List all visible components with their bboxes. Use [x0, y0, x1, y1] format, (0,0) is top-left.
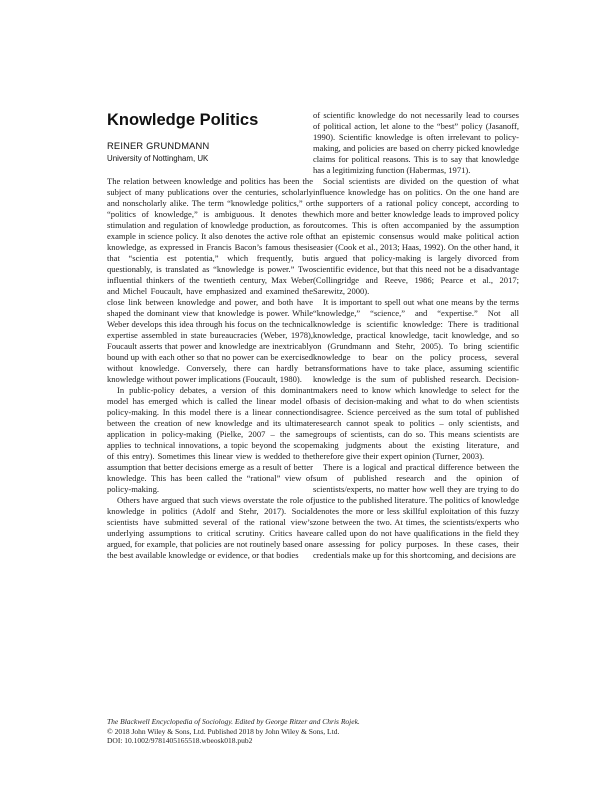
author-affiliation: University of Nottingham, UK	[107, 154, 209, 163]
article-title: Knowledge Politics	[107, 111, 259, 129]
author-name: REINER GRUNDMANN	[107, 141, 210, 151]
paragraph: of scientific knowledge do not necessarily lead to courses of political action, let alone to the “best” policy (Jasanoff, 1990). Scientific knowledge is often irrelevant to policy-making, and policies are based on cherry picked knowledge claims for political reasons. This is to say that knowledge has a legitimizing function (Habermas, 1971).	[313, 110, 519, 175]
paragraph: The relation between knowledge and politics has been the subject of many publications over the centuries, scholarly and nonscholarly alike. The term “knowledge politics,” or “politics of knowledge,” is ambiguous. It denotes the stimulation and regulation of knowledge production, as for example in science policy. It also denotes the active role of knowledge, as expressed in Francis Bacon’s famous thesis that “scientia est potentia,” which frequently, but questionably, is translated as “knowledge is power.” Two influential thinkers of the twentieth century, Max Weber and Michel Foucault, have emphasized and examined the close link between knowledge and power, and both have shaped the dominant view that knowledge is power. While Weber develops this idea through his focus on the technical expertise assembled in state bureaucracies (Weber, 1978), Foucault asserts that power and knowledge are inextricably bound up with each other so that no power can be exercised without knowledge. Conversely, there can hardly be knowledge without power implications (Foucault, 1980).	[107, 176, 313, 384]
footer-copyright-line: © 2018 John Wiley & Sons, Ltd. Published 2018 by John Wiley & Sons, Ltd.	[107, 726, 340, 736]
paragraph: It is important to spell out what one means by the terms “knowledge,” “science,” and “expertise.” Not all knowledge is scientific knowledge: There is traditional knowledge, practical knowledge, tacit knowledge, and so on (Grundmann and Stehr, 2005). To bring scientific knowledge to bear on the policy process, several transformations have to take place, assuming scientific knowledge is the sum of published research. Decision-makers need to know which knowledge to select for the basis of decision-making and what to do when scientists disagree. Science perceived as the sum total of published research cannot speak to politics – only scientists, and groups of scientists, can do so. This means scientists are making judgments about the existing literature, and therefore give their expert opinion (Turner, 2003).	[313, 297, 519, 461]
footer-encyclopedia-line: The Blackwell Encyclopedia of Sociology. Edited by George Ritzer and Chris Rojek.	[107, 717, 360, 726]
citation-footer	[107, 717, 527, 746]
right-column	[313, 110, 519, 561]
paragraph: Social scientists are divided on the question of what influence knowledge has on politics. On the one hand are the supporters of a rational policy concept, according to which more and better knowledge leads to improved policy outcomes. This is often accompanied by the assumption that an epistemic consensus would make political action easier (Cook et al., 2013; Haas, 1992). On the other hand, it is argued that policy-making is largely divorced from scientific evidence, but that this need not be a disadvantage (Collingridge and Reeve, 1986; Pearce et al., 2017; Sarewitz, 2000).	[313, 176, 519, 296]
paragraph: There is a logical and practical difference between the sum of published research and the opinion of scientists/experts, no matter how well they are trying to do justice to the published literature. The politics of knowledge denotes the more or less skillful exploitation of this fuzzy zone between the two. At times, the scientists/experts who are called upon do not have qualifications in the field they are assessing for policy purposes. In these cases, their credentials make up for this shortcoming, and decisions are	[313, 462, 519, 560]
left-column-body	[107, 176, 313, 561]
paragraph: Others have argued that such views overstate the role of knowledge in politics (Adolf and Stehr, 2017). Social scientists have submitted several of the rational view’s underlying assumptions to critical scrutiny. Critics have argued, for example, that policies are not routinely based on the best available knowledge or evidence, or that bodies	[107, 495, 313, 560]
footer-doi-line: DOI: 10.1002/9781405165518.wbeosk018.pub2	[107, 736, 253, 746]
left-column	[107, 110, 313, 560]
paragraph: In public-policy debates, a version of this dominant model has emerged which is called the linear model of policy-making. In this model there is a linear connection between the creation of new knowledge and its ultimate application in policy-making (Pielke, 2007 – the same applies to technical innovations, a topic beyond the scope of this entry). Sometimes this linear view is wedded to the assumption that better decisions emerge as a result of better knowledge. This has been called the “rational” view of policy-making.	[107, 385, 313, 494]
